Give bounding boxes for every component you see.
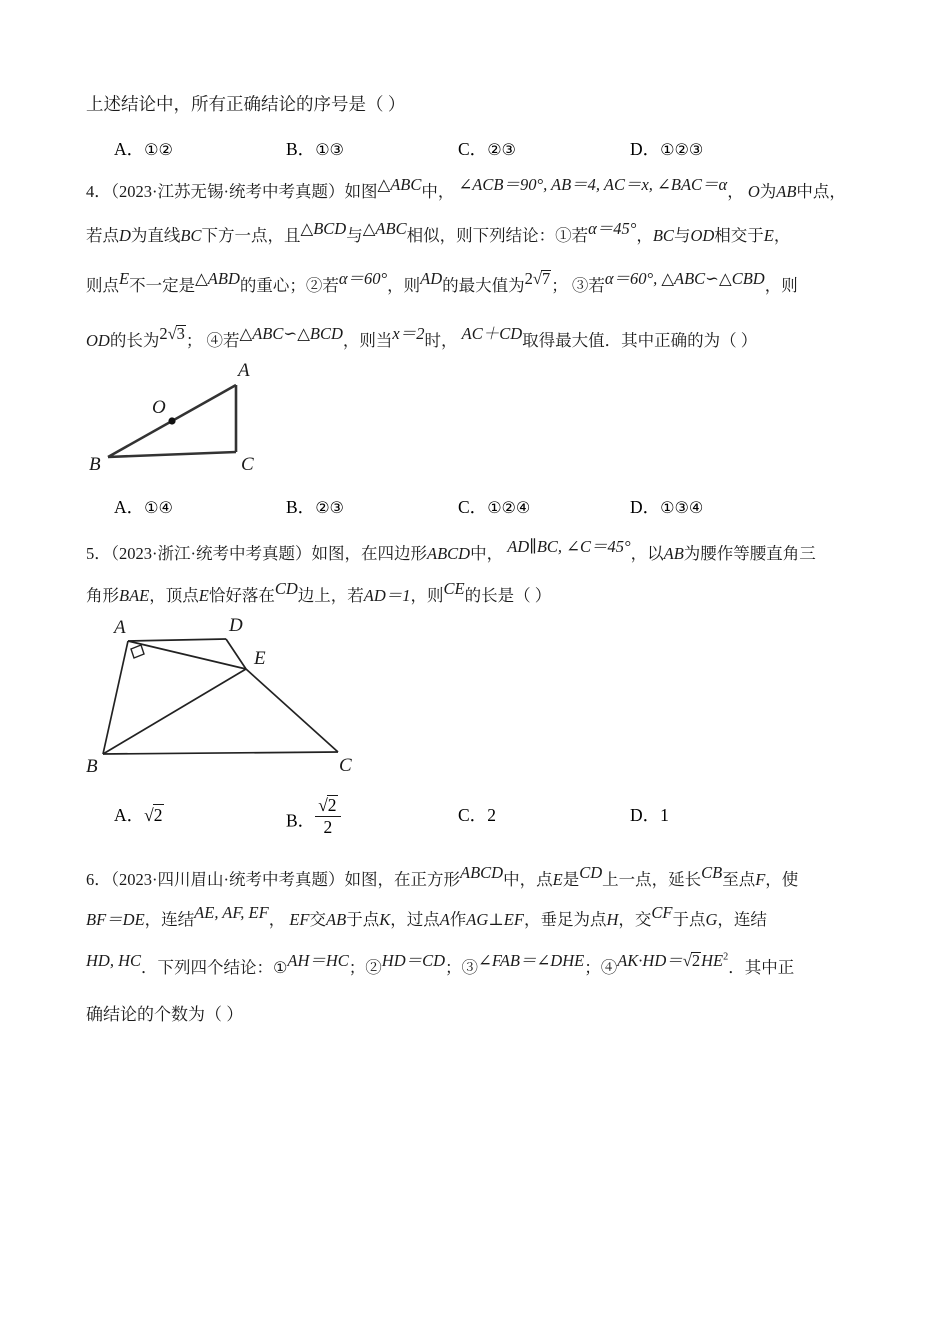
q5-label-d: D — [229, 614, 243, 636]
q6-l4-text: 确结论的个数为（ ） — [86, 1005, 244, 1024]
q6-l3-sep1: ；② — [348, 957, 382, 977]
q6-conclusion-1-marker: ① — [273, 957, 288, 977]
q4-l4-d: ； — [185, 331, 203, 350]
q4-choice-a[interactable] — [114, 494, 173, 519]
q4-l4-sim: △ABC∽△BCD — [239, 324, 343, 343]
q5-label-b: B — [86, 755, 98, 777]
q5-figure — [86, 614, 876, 784]
q4-l1-g: 中点， — [796, 181, 846, 201]
q4-l3-o: ，则 — [764, 275, 798, 295]
q6-conclusion-1: AH＝HC — [287, 950, 349, 970]
q4-l2-c: 为直线 — [130, 226, 181, 245]
q4-l2-tri-bcd: △BCD — [300, 219, 347, 238]
q5-label-c: C — [339, 754, 352, 776]
segment-ae — [128, 641, 246, 669]
q3-choice-d-value: ①②③ — [660, 139, 704, 159]
q6-l2-g: G — [705, 910, 718, 929]
q4-line-2 — [86, 219, 876, 245]
q6-l1-cd: CD — [579, 862, 603, 882]
q6-l2-agef: AG⊥EF — [466, 910, 524, 929]
q4-l3-ad: AD — [420, 268, 443, 288]
q6-l2-p: ，交 — [618, 910, 652, 929]
q4-l2-g: 与 — [346, 226, 363, 245]
q5-l1-abcd: ABCD — [427, 543, 471, 563]
q4-l1-b: 中， — [421, 181, 455, 201]
q3-choice-b[interactable] — [286, 136, 344, 161]
q6-block — [86, 862, 876, 1024]
q4-l2-e: 下方一点，且 — [201, 226, 301, 245]
q3-choice-b-value: ①③ — [315, 139, 344, 159]
q5-l2-c: ，顶点 — [149, 586, 199, 605]
q4-l3-e: E — [119, 268, 130, 288]
q4-l3-e-txt: 的重心； — [239, 275, 306, 295]
q5-l2-e: E — [198, 586, 209, 605]
segment-be — [103, 669, 246, 754]
q5-choices-row — [86, 795, 876, 840]
q4-figure-svg — [86, 359, 336, 475]
q3-stem-text: 上述结论中，所有正确结论的序号是（ ） — [86, 94, 406, 114]
q5-choice-a-root: 2 — [153, 804, 163, 825]
q6-l1-c: 中，点 — [503, 869, 553, 889]
sqrt-icon: √2 — [318, 795, 337, 816]
q4-l1-a: 如图 — [344, 181, 378, 201]
q3-choice-a[interactable] — [114, 136, 173, 161]
q3-choice-d-label: D． — [630, 138, 661, 159]
q6-conclusion-3: ∠FAB＝∠DHE — [478, 950, 585, 970]
q4-l4-k: 取得最大值．其中正确的为（ ） — [522, 331, 758, 350]
segment-ad — [128, 639, 226, 641]
sqrt-icon: √3 — [167, 324, 185, 343]
segment-ab — [103, 641, 128, 754]
q4-l2-od: OD — [690, 226, 715, 245]
q5-label-a: A — [114, 616, 126, 638]
q4-l4-b: 的长为 — [109, 331, 160, 350]
q5-choice-b-label: B． — [286, 809, 316, 830]
q5-l2-cd: CD — [274, 579, 298, 598]
q5-choice-c[interactable] — [458, 802, 496, 827]
point-o-dot — [168, 417, 175, 424]
q3-stem-line — [86, 96, 876, 114]
q6-l2-t: ，连结 — [717, 910, 767, 929]
q4-l4-e: ④若 — [206, 331, 240, 350]
q4-l1-e: 为 — [759, 181, 777, 201]
q4-l4-g: ，则当 — [342, 331, 393, 350]
q4-l4-i: 时， — [424, 331, 458, 350]
q5-l1-ab: AB — [663, 543, 684, 563]
q5-choice-a-label: A． — [114, 804, 145, 825]
q6-l1-g: 上一点，延长 — [602, 869, 702, 889]
q6-l2-cf: CF — [651, 903, 673, 922]
q5-choice-d-label: D． — [630, 804, 661, 825]
q6-l3-d: ．其中正 — [728, 957, 795, 977]
q5-choice-c-label: C． — [458, 804, 488, 825]
q5-source: （2023·浙江·统考中考真题） — [110, 543, 312, 563]
q4-choice-b-label: B． — [286, 496, 316, 517]
q6-c4-exp: 2 — [723, 951, 729, 962]
q6-line-4 — [86, 1006, 876, 1023]
q4-line-4 — [86, 324, 876, 350]
q3-choice-c-value: ②③ — [487, 139, 516, 159]
q5-l2-ad1: AD＝1 — [363, 586, 411, 605]
q4-choice-d-label: D． — [630, 496, 661, 517]
q4-l4-2sqrt3 — [159, 324, 186, 343]
q4-choice-a-value: ①④ — [144, 497, 173, 517]
q4-l3-f: ②若 — [305, 275, 339, 295]
q4-choice-d[interactable] — [630, 494, 703, 519]
q4-l2-l: ， — [636, 226, 653, 245]
q5-l1-math: AD∥BC, ∠C＝45° — [507, 536, 631, 556]
q5-figure-svg — [86, 614, 386, 784]
q6-source: （2023·四川眉山·统考中考真题） — [110, 869, 345, 889]
q5-l2-a: 角形 — [86, 586, 119, 605]
q4-l3-n: α＝60°, △ABC∽△CBD — [604, 268, 765, 288]
q6-l2-n: ，垂足为点 — [523, 910, 607, 929]
q6-l2-b: ，连结 — [144, 910, 195, 929]
q4-label-c: C — [241, 453, 254, 475]
q6-conclusion-2: HD＝CD — [381, 950, 446, 970]
q4-l2-j: ①若 — [555, 226, 589, 245]
q4-l4-root: 3 — [176, 324, 185, 343]
q5-block — [86, 536, 876, 605]
q6-l1-abcd: ABCD — [460, 862, 504, 882]
q4-l3-root: 7 — [541, 268, 551, 288]
q6-l1-f: F — [755, 869, 766, 889]
q6-line-1 — [86, 862, 876, 889]
q6-l3-b: ．下列四个结论： — [141, 957, 274, 977]
q4-l4-coef: 2 — [159, 324, 168, 343]
q4-l4-od: OD — [86, 331, 110, 350]
q4-l1-o: O — [747, 181, 760, 201]
sqrt-icon: √2 — [682, 950, 701, 970]
q5-choice-b-fraction — [315, 795, 340, 836]
q4-label-a: A — [238, 359, 250, 381]
q6-l1-e-txt: 是 — [562, 869, 580, 889]
q5-number: 5． — [86, 543, 111, 563]
q6-l3-hdhc: HD, HC — [86, 950, 142, 970]
q4-l2-n: 与 — [673, 226, 691, 245]
q4-l1-math: ∠ACB＝90°, AB＝4, AC＝x, ∠BAC＝α — [458, 174, 728, 194]
q3-choice-a-value: ①② — [144, 139, 173, 159]
q4-l2-bc2: BC — [652, 226, 674, 245]
q6-l2-r: 于点 — [672, 910, 706, 929]
q6-l2-j: ，过点 — [390, 910, 440, 929]
segment-bc — [103, 752, 338, 754]
q4-l2-e2: E — [763, 226, 774, 245]
q4-choice-d-value: ①③④ — [660, 497, 704, 517]
q4-l2-bc: BC — [180, 226, 202, 245]
q4-choice-a-label: A． — [114, 496, 145, 517]
q5-l2-ce: CE — [443, 579, 465, 598]
q4-label-b: B — [89, 453, 101, 475]
q6-l2-a: A — [439, 910, 450, 929]
q5-choice-d[interactable] — [630, 802, 669, 827]
q3-choice-d[interactable] — [630, 136, 703, 161]
q4-choice-b[interactable] — [286, 494, 344, 519]
q5-l2-k: 的长是（ ） — [464, 586, 552, 605]
q4-l1-ab: AB — [776, 181, 797, 201]
q6-number: 6． — [86, 869, 111, 889]
q6-l2-bfde: BF＝DE — [86, 910, 145, 929]
q4-choice-c-value: ①②④ — [487, 497, 531, 517]
q4-choices-row — [86, 494, 876, 520]
q4-l4-accd: AC＋CD — [461, 324, 523, 343]
q6-l1-a: 如图，在正方形 — [344, 869, 460, 889]
q6-l1-e: E — [552, 869, 563, 889]
q4-choice-b-value: ②③ — [315, 497, 344, 517]
q3-choice-c-label: C． — [458, 138, 488, 159]
q5-choice-b[interactable] — [286, 795, 341, 843]
q4-l3-2sqrt7 — [525, 269, 552, 288]
q6-l2-f: 交 — [309, 910, 327, 929]
q4-l2-alpha45: α＝45° — [588, 219, 637, 238]
q4-l3-h: ，则 — [387, 275, 421, 295]
q5-line-2 — [86, 579, 876, 605]
q6-l1-i: 至点 — [722, 869, 756, 889]
q3-choice-b-label: B． — [286, 138, 316, 159]
q5-choice-c-value: 2 — [487, 804, 496, 825]
q4-l3-m: ③若 — [571, 275, 605, 295]
q5-choice-a[interactable] — [114, 802, 164, 827]
q4-block — [86, 174, 876, 350]
q5-choice-b-num-root: 2 — [327, 795, 337, 816]
q4-l3-tri-abd: △ABD — [195, 268, 240, 288]
q5-l1-c: 中， — [470, 543, 504, 563]
q6-l2-ef: EF — [289, 910, 310, 929]
q6-l2-k: K — [379, 910, 391, 929]
q4-figure — [86, 359, 876, 475]
sqrt-icon: √2 — [144, 804, 163, 825]
q4-source: （2023·江苏无锡·统考中考真题） — [110, 181, 345, 201]
q5-l1-a: 如图，在四边形 — [311, 543, 427, 563]
q6-c4-pre: AK·HD＝ — [617, 950, 683, 970]
segment-bc — [108, 452, 236, 457]
q6-l3-sep3: ；④ — [584, 957, 618, 977]
q4-choice-c-label: C． — [458, 496, 488, 517]
q4-line-3 — [86, 268, 876, 295]
q5-l1-f: 为腰作等腰直角三 — [683, 543, 816, 563]
q6-l2-l: 作 — [449, 910, 467, 929]
q6-line-2 — [86, 903, 876, 929]
q5-l1-d: ，以 — [630, 543, 664, 563]
q6-l2-segments: AE, AF, EF — [194, 903, 269, 922]
q6-l2-d: ， — [268, 910, 286, 929]
q4-l2-a: 若点 — [86, 226, 119, 245]
q5-l2-bae: BAE — [119, 586, 150, 605]
q4-l3-coef: 2 — [524, 268, 533, 288]
q6-c4-root: 2 — [691, 950, 701, 970]
q5-l2-i: ，则 — [410, 586, 444, 605]
q6-l1-cb: CB — [701, 862, 723, 882]
q5-l2-e-txt: 恰好落在 — [208, 586, 275, 605]
q5-l2-g: 边上，若 — [297, 586, 364, 605]
q6-l2-h: 于点 — [346, 910, 380, 929]
q4-l3-a: 则点 — [86, 275, 119, 295]
q4-choice-c[interactable] — [458, 494, 530, 519]
q5-choice-b-numerator — [315, 795, 340, 816]
q4-l2-i: 相似，则下列结论： — [406, 226, 556, 245]
q5-label-e: E — [254, 647, 266, 669]
q4-l4-x2: x＝2 — [392, 324, 425, 343]
q4-l2-tri-abc: △ABC — [362, 219, 407, 238]
q4-l1-triangle: △ABC — [377, 174, 422, 194]
q6-l2-h2: H — [606, 910, 619, 929]
q5-choice-b-denominator: 2 — [323, 816, 333, 837]
q6-conclusion-4 — [617, 951, 728, 970]
q5-line-1 — [86, 536, 876, 563]
q6-line-3 — [86, 950, 876, 977]
q4-l3-l: ； — [551, 275, 568, 295]
page-content — [86, 96, 876, 1023]
q5-choice-d-value: 1 — [660, 804, 669, 825]
q6-l2-ab: AB — [326, 910, 347, 929]
q4-line-1 — [86, 174, 876, 201]
q4-l2-r: ， — [773, 226, 791, 245]
q6-c4-post: HE — [701, 950, 724, 970]
q3-choice-a-label: A． — [114, 138, 145, 159]
q4-number: 4． — [86, 181, 111, 201]
right-angle-mark-a — [131, 645, 144, 658]
q3-choice-c[interactable] — [458, 136, 516, 161]
segment-ec — [246, 669, 338, 752]
q3-choices-row — [86, 136, 876, 162]
sqrt-icon: √7 — [532, 268, 551, 288]
q4-l3-c: 不一定是 — [129, 275, 196, 295]
q4-l1-c: ， — [727, 181, 744, 201]
q4-l3-alpha60: α＝60° — [338, 268, 388, 288]
q6-l3-sep2: ；③ — [445, 957, 479, 977]
q4-label-o: O — [152, 396, 166, 418]
q4-l3-j: 的最大值为 — [442, 275, 525, 295]
q4-l2-p: 相交于 — [714, 226, 764, 245]
q4-l2-d: D — [119, 226, 131, 245]
q6-l1-k: ，使 — [765, 869, 799, 889]
